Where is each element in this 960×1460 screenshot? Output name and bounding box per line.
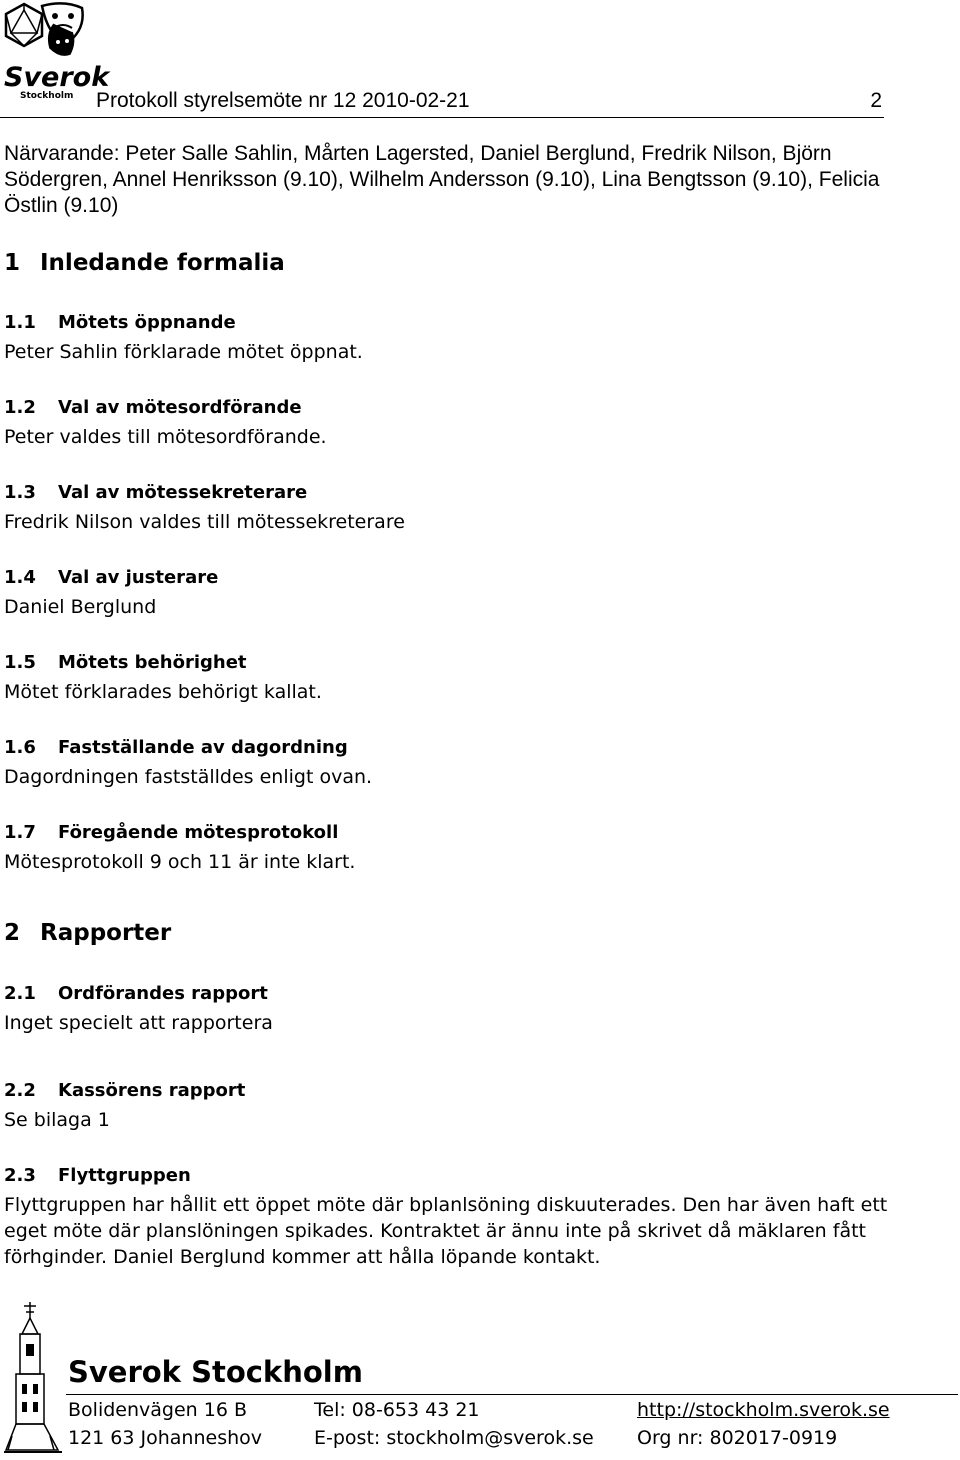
subsection-heading-1-3: 1.3 Val av mötessekreterare xyxy=(4,482,308,503)
footer-org-name: Sverok Stockholm xyxy=(68,1355,363,1389)
subsection-text-1-7: Mötesprotokoll 9 och 11 är inte klart. xyxy=(4,851,356,873)
subsection-text-1-1: Peter Sahlin förklarade mötet öppnat. xyxy=(4,341,363,363)
subsection-text-1-6: Dagordningen fastställdes enligt ovan. xyxy=(4,766,373,788)
subsection-heading-1-4: 1.4 Val av justerare xyxy=(4,567,219,588)
subsection-heading-2-2: 2.2 Kassörens rapport xyxy=(4,1080,246,1101)
footer-website-link[interactable]: http://stockholm.sverok.se xyxy=(637,1399,890,1421)
city-hall-icon xyxy=(4,1300,62,1456)
attendees-paragraph: Närvarande: Peter Salle Sahlin, Mårten Lagersted, Daniel Berglund, Fredrik Nilson, Björn Södergren, Annel Henriksson (9.10), Wilhelm Andersson (9.10), Lina Bengtsson (9.10), Felicia Östlin (9.10) xyxy=(4,142,880,217)
section-heading-1: 1 Inledande formalia xyxy=(4,250,285,276)
footer-phone: Tel: 08-653 43 21 xyxy=(314,1399,480,1421)
subsection-text-2-1: Inget specielt att rapportera xyxy=(4,1012,273,1034)
subsection-heading-1-1: 1.1 Mötets öppnande xyxy=(4,312,236,333)
subsection-heading-1-2: 1.2 Val av mötesordförande xyxy=(4,397,302,418)
subsection-text-1-5: Mötet förklarades behörigt kallat. xyxy=(4,681,322,703)
document-title: Protokoll styrelsemöte nr 12 2010-02-21 xyxy=(96,89,470,112)
footer-divider xyxy=(66,1394,958,1395)
subsection-text-1-4: Daniel Berglund xyxy=(4,596,157,618)
header-divider xyxy=(0,117,884,118)
footer-org-number: Org nr: 802017-0919 xyxy=(637,1427,838,1449)
subsection-text-2-2: Se bilaga 1 xyxy=(4,1109,110,1131)
svg-text:Sverok: Sverok xyxy=(4,62,110,93)
subsection-heading-1-7: 1.7 Föregående mötesprotokoll xyxy=(4,822,339,843)
subsection-heading-1-6: 1.6 Fastställande av dagordning xyxy=(4,737,348,758)
subsection-heading-2-3: 2.3 Flyttgruppen xyxy=(4,1165,191,1186)
subsection-text-1-2: Peter valdes till mötesordförande. xyxy=(4,426,327,448)
sverok-logo xyxy=(2,0,110,101)
subsection-heading-2-1: 2.1 Ordförandes rapport xyxy=(4,983,268,1004)
page-number: 2 xyxy=(870,89,882,112)
footer-email: E-post: stockholm@sverok.se xyxy=(314,1427,594,1449)
subsection-text-2-3: Flyttgruppen har hållit ett öppet möte där bplanlsöning diskuuterades. Den har även haft ett eget möte där planslöningen spikades. Kontraktet är ännu inte på skrivet då mäklaren fått förhginder. Daniel Berglund kommer att hålla löpande kontakt. xyxy=(4,1194,888,1268)
footer-address-line-2: 121 63 Johanneshov xyxy=(68,1427,263,1449)
svg-text:Stockholm: Stockholm xyxy=(20,91,74,101)
subsection-heading-1-5: 1.5 Mötets behörighet xyxy=(4,652,247,673)
footer-address-line-1: Bolidenvägen 16 B xyxy=(68,1399,247,1421)
section-heading-2: 2 Rapporter xyxy=(4,920,172,946)
subsection-text-1-3: Fredrik Nilson valdes till mötessekreterare xyxy=(4,511,405,533)
